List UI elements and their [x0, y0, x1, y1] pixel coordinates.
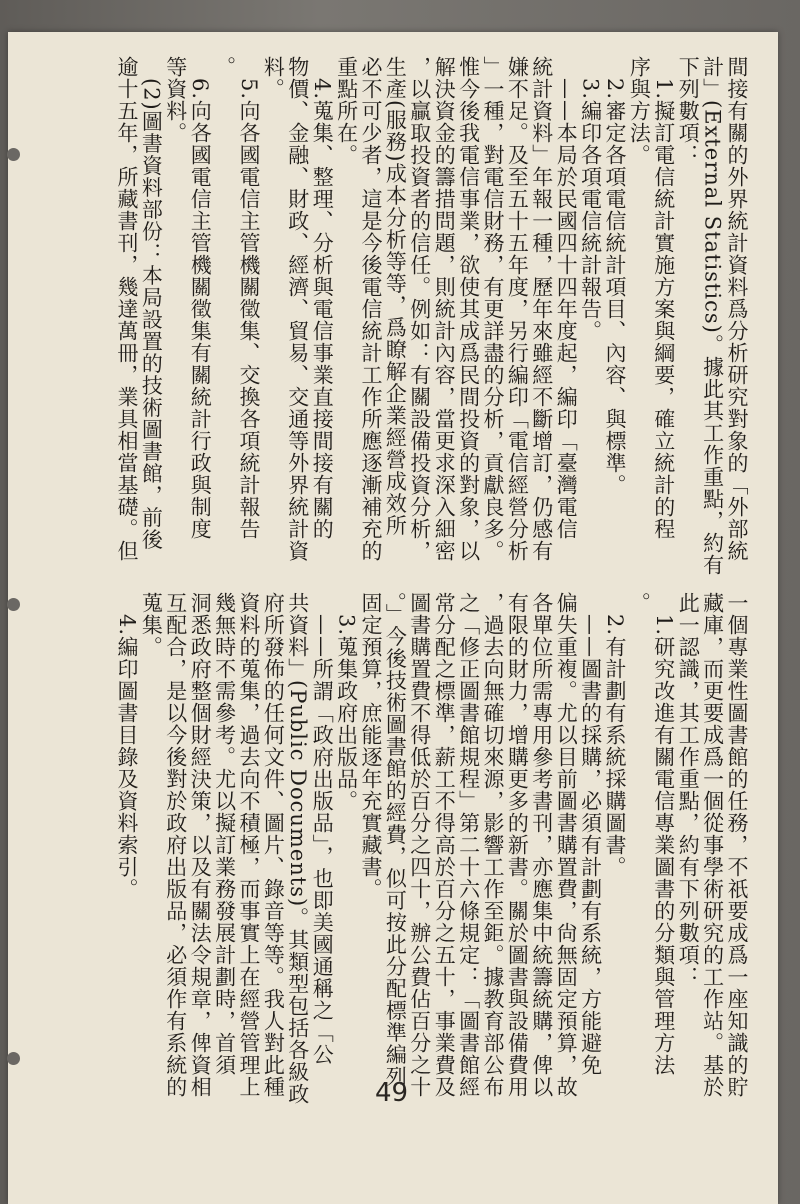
- upper-text-line: 4.蒐集、整理、分析與電信事業直接間接有關的: [310, 56, 335, 541]
- lower-text-line: 有限的財力，增購更多的新書。關於圖書與設備費用: [505, 592, 530, 1098]
- lower-text-line: 4.編印圖書目錄及資料索引。: [115, 592, 139, 901]
- upper-text-line: 等資料。: [163, 56, 188, 144]
- lower-text-line: 之「修正圖書館規程」第二十六條規定：「圖書館經: [456, 592, 481, 1098]
- lower-text-line: 府所發佈的任何文件、圖片、錄音等等。我人對此種: [261, 592, 286, 1098]
- upper-text-line: 重點所在。: [334, 56, 359, 166]
- upper-text-line: 惟今後我電信事業，欲使其成爲民間投資的對象，以: [456, 56, 481, 562]
- lower-text-line: ——所謂「政府出版品」，也即美國通稱之「公: [310, 592, 335, 1066]
- upper-text-line: 間接有關的外界統計資料爲分析研究對象的「外部統: [725, 56, 749, 562]
- lower-text-line: 固定預算，庶能逐年充實藏書。: [359, 592, 383, 900]
- lower-text-line: 常分配之標準，薪工不得高於百分之五十，事業費及: [432, 592, 457, 1098]
- upper-text-line: (2)圖書資料部份：本局設置的技術圖書館，前後: [139, 56, 164, 551]
- upper-text-line: 計」(External Statistics)。據此其工作重點，約有: [700, 56, 725, 576]
- upper-text-line: 6.向各國電信主管機關徵集有關統計行政與制度: [188, 56, 213, 541]
- upper-text-line: 。: [212, 56, 237, 78]
- upper-text-line: 嫌不足。及至五十五年度，另行編印「電信經營分析: [505, 56, 530, 562]
- upper-text-line: 2.審定各項電信統計項目、內容、與標準。: [603, 56, 627, 497]
- page-number: 49: [375, 1078, 409, 1108]
- lower-text-line: 1.研究改進有關電信專業圖書的分類與管理方法: [651, 592, 676, 1077]
- upper-text-line: ，以贏取投資者的信任。例如：有關設備投資分析，: [407, 56, 432, 562]
- lower-text-line: 偏失重複。尤以目前圖書購置費，尙無固定預算，故: [554, 592, 579, 1098]
- lower-text-line: 互配合，是以今後對於政府出版品，必須作有系統的: [163, 592, 188, 1098]
- upper-text-line: 解決資金的籌措問題，則統計內容，當更求深入細密: [432, 56, 457, 562]
- upper-text-line: 下列數項：: [676, 56, 701, 166]
- upper-text-line: 料。: [261, 56, 286, 100]
- upper-text-line: 物價、金融、財政、經濟、貿易、交通等外界統計資: [285, 56, 310, 562]
- upper-text-line: ——本局於民國四十四年度起，編印「臺灣電信: [554, 56, 579, 540]
- binder-hole: [7, 148, 20, 161]
- lower-text-line: 2.有計劃有系統採購圖書。: [603, 592, 627, 879]
- upper-text-line: 1.擬訂電信統計實施方案與綱要，確立統計的程: [651, 56, 676, 541]
- lower-text-line: 。: [627, 592, 652, 614]
- upper-text-line: 序與方法。: [627, 56, 652, 166]
- lower-text-line: ，過去向無確切來源，影響工作至鉅。據教育部公布: [481, 592, 505, 1098]
- lower-text-line: 圖書購置費不得低於百分之四十，辦公費佔百分之十: [407, 592, 432, 1098]
- lower-text-line: 幾無時不需參考。尤以擬訂業務發展計劃時，首須: [212, 592, 237, 1076]
- upper-text-line: 3.編印各項電信統計報告。: [578, 56, 603, 343]
- lower-text-line: 蒐集。: [139, 592, 164, 658]
- lower-text-line: 共資料」(Public Documents)。其類型包括各級政: [285, 592, 310, 1106]
- binder-hole: [7, 1052, 20, 1065]
- lower-text-line: 洞悉政府整個財經決策，以及有關法令規章，俾資相: [188, 592, 213, 1098]
- binder-hole: [7, 598, 20, 611]
- lower-text-line: 3.蒐集政府出版品。: [334, 592, 359, 813]
- lower-text-line: 資料的蒐集，過去向不積極，而事實上在經營管理上: [237, 592, 261, 1098]
- lower-text-line: 各單位所需專用參考書刊，亦應集中統籌統購，俾以: [529, 592, 554, 1098]
- upper-text-line: 5.向各國電信主管機關徵集、交換各項統計報告: [237, 56, 261, 541]
- lower-text-line: ——圖書的採購，必須有計劃有系統，方能避免: [578, 592, 603, 1076]
- upper-text-line: 」一種，對電信財務，有更詳盡的分析，貢獻良多。: [481, 56, 505, 562]
- upper-text-line: 必不可少者，這是今後電信統計工作所應逐漸補充的: [359, 56, 383, 562]
- lower-text-line: 。」今後技術圖書館的經費，似可按此分配標準編列: [383, 592, 408, 1088]
- upper-text-line: 統計資料」年報一種，歷年來雖經不斷增訂，仍感有: [529, 56, 554, 562]
- lower-text-line: 此一認識，其工作重點，約有下列數項：: [676, 592, 701, 988]
- lower-text-line: 藏庫，而更要成爲一個從事學術研究的工作站。基於: [700, 592, 725, 1098]
- upper-text-line: 生產(服務)成本分析等等，爲瞭解企業經營成效所: [383, 56, 408, 537]
- lower-text-line: 一個專業性圖書館的任務，不祇要成爲一座知識的貯: [725, 592, 749, 1098]
- upper-text-line: 逾十五年，所藏書刊，幾達萬冊，業具相當基礎。但: [115, 56, 139, 562]
